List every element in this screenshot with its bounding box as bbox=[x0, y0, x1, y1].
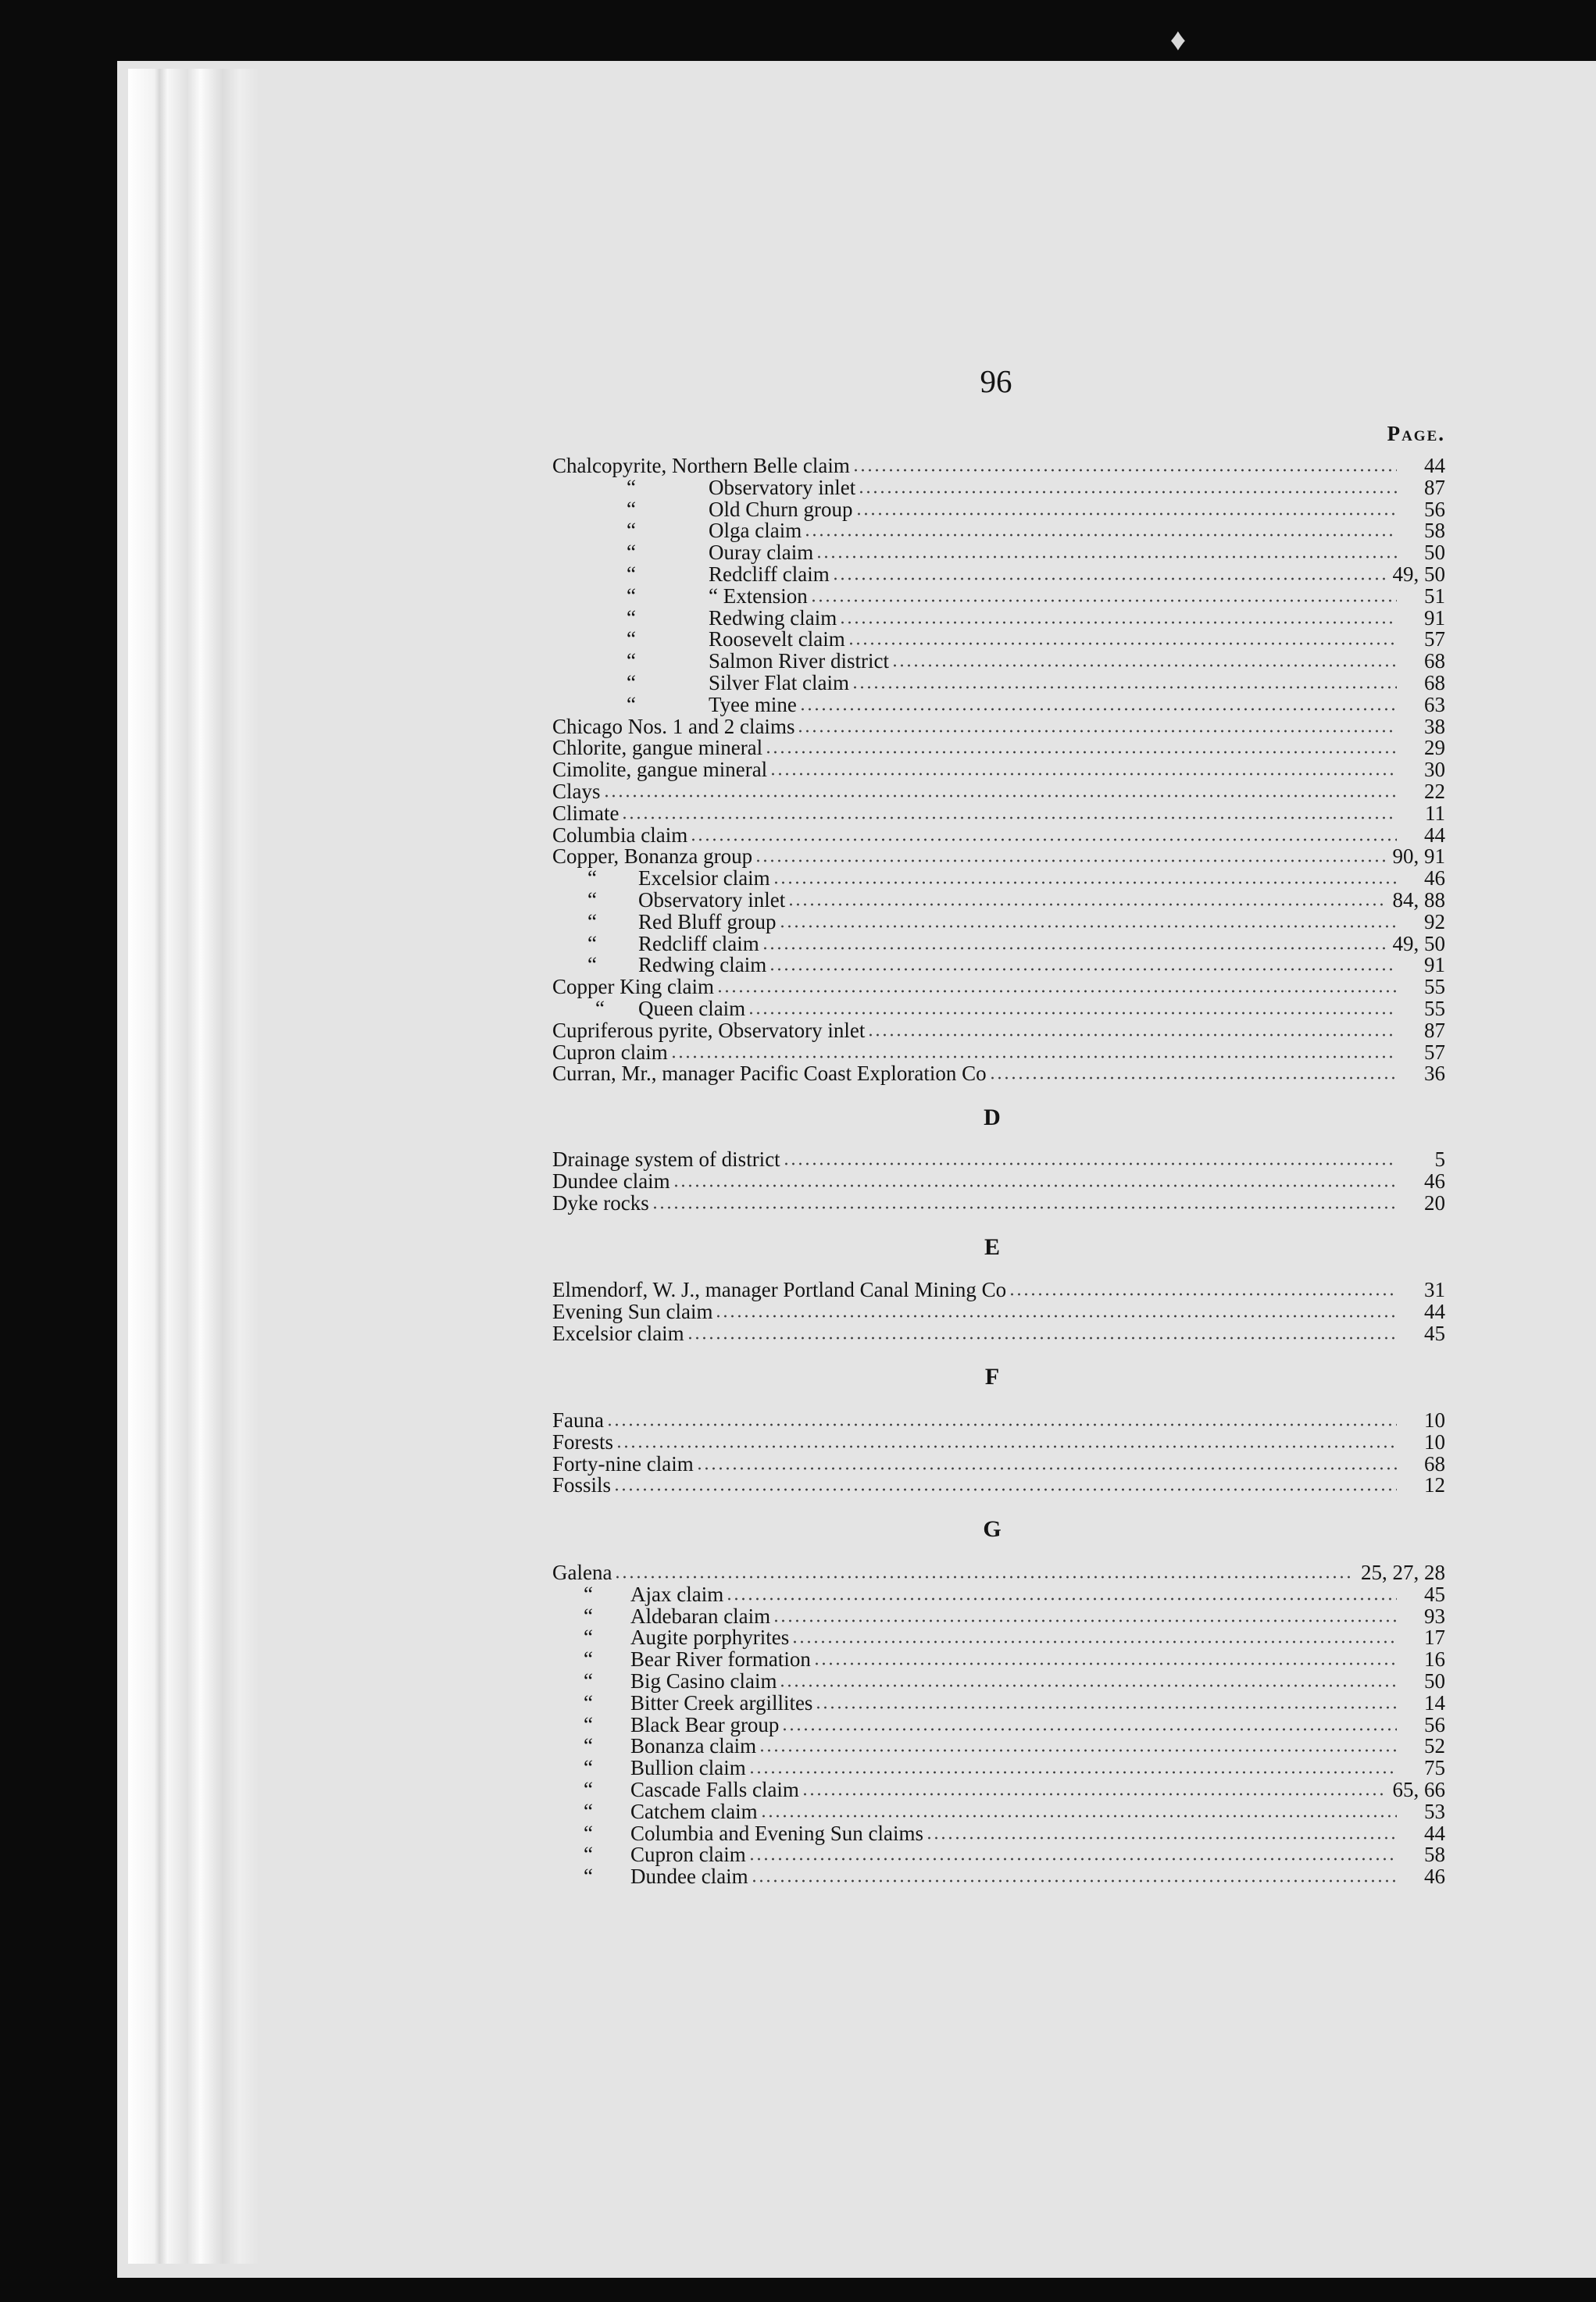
dot-leader bbox=[848, 642, 1397, 645]
entry-pages: 36 bbox=[1424, 1062, 1445, 1086]
entry-pages: 50 bbox=[1424, 541, 1445, 565]
index-entry bbox=[552, 1453, 1445, 1475]
entry-text: Chlorite, gangue mineral bbox=[552, 736, 763, 760]
entry-pages: 12 bbox=[1424, 1473, 1445, 1497]
entry-pages: 49, 50 bbox=[1392, 562, 1445, 586]
entry-pages: 87 bbox=[1424, 475, 1445, 499]
entry-pages: 5 bbox=[1434, 1147, 1445, 1171]
entry-text: Cupriferous pyrite, Observatory inlet bbox=[552, 1018, 866, 1042]
entry-text: Ouray claim bbox=[709, 541, 814, 565]
entry-pages: 44 bbox=[1424, 1299, 1445, 1323]
index-entry bbox=[552, 1170, 1445, 1192]
ditto-mark: “ bbox=[584, 1604, 593, 1628]
index-entry bbox=[552, 1409, 1445, 1431]
entry-text: Redwing claim bbox=[709, 605, 837, 630]
entry-text: Cupron claim bbox=[552, 1040, 668, 1064]
entry-text: Red Bluff group bbox=[638, 909, 777, 933]
ditto-mark: “ bbox=[584, 1799, 593, 1823]
ditto-mark: “ bbox=[627, 519, 636, 543]
ditto-mark: “ bbox=[627, 671, 636, 694]
ditto-mark: “ bbox=[584, 1669, 593, 1693]
entry-pages: 46 bbox=[1424, 1865, 1445, 1889]
entry-text: “ Extension bbox=[709, 584, 808, 608]
dot-leader bbox=[606, 1423, 1397, 1426]
index-entry bbox=[552, 1431, 1445, 1453]
ditto-mark: “ bbox=[584, 1582, 593, 1606]
index-entry bbox=[552, 1322, 1445, 1344]
entry-text: Salmon River district bbox=[709, 649, 889, 673]
index-entry bbox=[552, 1561, 1445, 1583]
index-entry bbox=[552, 1670, 1445, 1692]
index-entry bbox=[552, 1192, 1445, 1214]
index-entry bbox=[552, 1801, 1445, 1822]
section-letter: D bbox=[984, 1105, 1001, 1130]
ditto-mark: “ bbox=[627, 562, 636, 586]
dot-leader bbox=[755, 859, 1386, 862]
entry-pages: 22 bbox=[1424, 780, 1445, 803]
scanner-mark-icon: ♦ bbox=[1169, 22, 1187, 57]
entry-text: Aldebaran claim bbox=[630, 1604, 771, 1628]
index-entry bbox=[552, 476, 1445, 498]
index-entry bbox=[552, 976, 1445, 998]
dot-leader bbox=[670, 1055, 1397, 1058]
dot-leader bbox=[748, 1012, 1397, 1015]
index-entry bbox=[552, 1148, 1445, 1170]
dot-leader bbox=[858, 491, 1397, 494]
entry-pages: 84, 88 bbox=[1392, 888, 1445, 912]
dot-leader bbox=[867, 1033, 1397, 1037]
entry-pages: 65, 66 bbox=[1392, 1778, 1445, 1801]
entry-text: Bitter Creek argillites bbox=[630, 1690, 813, 1715]
entry-text: Columbia and Evening Sun claims bbox=[630, 1821, 923, 1845]
section-letter: E bbox=[984, 1234, 1000, 1260]
dot-leader bbox=[715, 1315, 1397, 1318]
page-edges bbox=[128, 69, 259, 2264]
index-entry bbox=[552, 694, 1445, 716]
entry-pages: 44 bbox=[1424, 823, 1445, 847]
index-entry bbox=[552, 1019, 1445, 1041]
entry-text: Tyee mine bbox=[709, 692, 797, 716]
entry-pages: 68 bbox=[1424, 1451, 1445, 1476]
ditto-mark: “ bbox=[584, 1821, 593, 1845]
index-entry bbox=[552, 541, 1445, 563]
index-entry bbox=[552, 498, 1445, 520]
entry-pages: 44 bbox=[1424, 1821, 1445, 1845]
entry-pages: 45 bbox=[1424, 1321, 1445, 1345]
entry-text: Excelsior claim bbox=[638, 866, 770, 890]
dot-leader bbox=[797, 730, 1397, 733]
entry-text: Cimolite, gangue mineral bbox=[552, 758, 768, 782]
entry-text: Queen claim bbox=[638, 997, 746, 1020]
entry-text: Bonanza claim bbox=[630, 1734, 757, 1758]
ditto-mark: “ bbox=[584, 1865, 593, 1889]
entry-text: Galena bbox=[552, 1561, 612, 1584]
ditto-mark: “ bbox=[627, 627, 636, 651]
dot-leader bbox=[726, 1597, 1397, 1601]
index-entry bbox=[552, 672, 1445, 694]
entry-pages: 90, 91 bbox=[1392, 844, 1445, 869]
section-letter: F bbox=[984, 1364, 1000, 1390]
entry-text: Old Churn group bbox=[709, 497, 853, 521]
entry-pages: 57 bbox=[1424, 1040, 1445, 1064]
ditto-mark: “ bbox=[587, 953, 597, 977]
entry-text: Fauna bbox=[552, 1408, 604, 1432]
entry-text: Chalcopyrite, Northern Belle claim bbox=[552, 454, 850, 477]
index-entry bbox=[552, 455, 1445, 476]
dot-leader bbox=[762, 947, 1387, 950]
entry-text: Olga claim bbox=[709, 519, 802, 543]
dot-leader bbox=[815, 1706, 1397, 1709]
entry-pages: 91 bbox=[1424, 605, 1445, 630]
entry-text: Observatory inlet bbox=[638, 888, 786, 912]
index-entry bbox=[552, 628, 1445, 650]
dot-leader bbox=[690, 838, 1397, 841]
section-letter: G bbox=[983, 1516, 1002, 1542]
index-entry bbox=[552, 867, 1445, 889]
entry-text: Evening Sun claim bbox=[552, 1299, 713, 1323]
entry-pages: 31 bbox=[1424, 1278, 1445, 1301]
entry-pages: 46 bbox=[1424, 866, 1445, 890]
entry-pages: 93 bbox=[1424, 1604, 1445, 1628]
entry-text: Augite porphyrites bbox=[630, 1626, 790, 1650]
entry-pages: 17 bbox=[1424, 1626, 1445, 1650]
ditto-mark: “ bbox=[584, 1690, 593, 1715]
dot-leader bbox=[791, 1640, 1397, 1644]
index-entry bbox=[552, 845, 1445, 867]
entry-pages: 56 bbox=[1424, 497, 1445, 521]
dot-leader bbox=[804, 534, 1397, 537]
dot-leader bbox=[989, 1076, 1397, 1080]
index-entry bbox=[552, 1714, 1445, 1736]
ditto-mark: “ bbox=[584, 1626, 593, 1650]
index-entry bbox=[552, 650, 1445, 672]
ditto-mark: “ bbox=[627, 692, 636, 716]
entry-pages: 87 bbox=[1424, 1018, 1445, 1042]
dot-leader bbox=[751, 1879, 1397, 1883]
entry-pages: 10 bbox=[1424, 1429, 1445, 1454]
ditto-mark: “ bbox=[584, 1647, 593, 1672]
entry-pages: 45 bbox=[1424, 1582, 1445, 1606]
index-entry bbox=[552, 1648, 1445, 1670]
dot-leader bbox=[614, 1576, 1355, 1579]
entry-pages: 50 bbox=[1424, 1669, 1445, 1693]
dot-leader bbox=[760, 1815, 1397, 1818]
entry-pages: 55 bbox=[1424, 975, 1445, 999]
entry-text: Dundee claim bbox=[552, 1169, 670, 1193]
dot-leader bbox=[813, 1662, 1397, 1665]
entry-text: Big Casino claim bbox=[630, 1669, 777, 1693]
dot-leader bbox=[855, 512, 1398, 516]
entry-pages: 56 bbox=[1424, 1712, 1445, 1736]
index-entry bbox=[552, 607, 1445, 629]
entry-text: Chicago Nos. 1 and 2 claims bbox=[552, 714, 795, 738]
index-entry bbox=[552, 1626, 1445, 1648]
ditto-mark: “ bbox=[584, 1778, 593, 1801]
entry-pages: 44 bbox=[1424, 454, 1445, 477]
index-entry bbox=[552, 889, 1445, 911]
entry-text: Clays bbox=[552, 780, 601, 803]
entry-text: Catchem claim bbox=[630, 1799, 758, 1823]
entry-pages: 53 bbox=[1424, 1799, 1445, 1823]
dot-leader bbox=[787, 903, 1386, 906]
entry-pages: 38 bbox=[1424, 714, 1445, 738]
index-entry bbox=[552, 1041, 1445, 1063]
index-entry bbox=[552, 954, 1445, 976]
dot-leader bbox=[832, 577, 1387, 580]
dot-leader bbox=[603, 794, 1397, 798]
entry-pages: 58 bbox=[1424, 1843, 1445, 1867]
entry-text: Redwing claim bbox=[638, 953, 767, 977]
page-number: 96 bbox=[980, 363, 1012, 399]
dot-leader bbox=[816, 555, 1397, 559]
entry-pages: 75 bbox=[1424, 1756, 1445, 1780]
index-entry bbox=[552, 563, 1445, 585]
index-entry bbox=[552, 1301, 1445, 1322]
entry-pages: 68 bbox=[1424, 649, 1445, 673]
ditto-mark: “ bbox=[587, 866, 597, 890]
index-entry bbox=[552, 1757, 1445, 1779]
dot-leader bbox=[799, 708, 1397, 711]
index-entry bbox=[552, 1583, 1445, 1605]
index-entry bbox=[552, 1279, 1445, 1301]
entry-pages: 11 bbox=[1425, 801, 1445, 825]
dot-leader bbox=[891, 664, 1397, 667]
entry-text: Roosevelt claim bbox=[709, 627, 845, 651]
dot-leader bbox=[926, 1836, 1397, 1840]
entry-text: Bullion claim bbox=[630, 1756, 746, 1780]
index-entry bbox=[552, 911, 1445, 933]
dot-leader bbox=[773, 881, 1397, 884]
entry-pages: 20 bbox=[1424, 1190, 1445, 1215]
entry-pages: 55 bbox=[1424, 997, 1445, 1020]
dot-leader bbox=[748, 1771, 1397, 1774]
index-entry bbox=[552, 1474, 1445, 1496]
index-entry bbox=[552, 802, 1445, 824]
entry-text: Elmendorf, W. J., manager Portland Canal Mining Co bbox=[552, 1278, 1007, 1301]
entry-pages: 51 bbox=[1424, 584, 1445, 608]
ditto-mark: “ bbox=[587, 931, 597, 955]
ditto-mark: “ bbox=[627, 584, 636, 608]
dot-leader bbox=[759, 1749, 1397, 1752]
entry-pages: 91 bbox=[1424, 953, 1445, 977]
dot-leader bbox=[839, 621, 1397, 624]
dot-leader bbox=[652, 1206, 1397, 1209]
dot-leader bbox=[779, 925, 1398, 928]
page-column-heading: Page. bbox=[1387, 422, 1445, 445]
ditto-mark: “ bbox=[595, 997, 605, 1020]
dot-leader bbox=[716, 990, 1397, 993]
ditto-mark: “ bbox=[627, 649, 636, 673]
entry-pages: 10 bbox=[1424, 1408, 1445, 1432]
ditto-mark: “ bbox=[587, 909, 597, 933]
index-entry bbox=[552, 824, 1445, 846]
index-entry bbox=[552, 1605, 1445, 1627]
entry-text: Climate bbox=[552, 801, 619, 825]
dot-leader bbox=[765, 751, 1397, 754]
entry-text: Excelsior claim bbox=[552, 1321, 684, 1345]
index-entry bbox=[552, 1692, 1445, 1714]
dot-leader bbox=[810, 599, 1397, 602]
index-entry bbox=[552, 1843, 1445, 1865]
entry-text: Fossils bbox=[552, 1473, 612, 1497]
dot-leader bbox=[696, 1467, 1397, 1470]
index-entry bbox=[552, 519, 1445, 541]
entry-pages: 46 bbox=[1424, 1169, 1445, 1193]
ditto-mark: “ bbox=[584, 1756, 593, 1780]
dot-leader bbox=[802, 1793, 1387, 1796]
index-entry bbox=[552, 1735, 1445, 1757]
entry-text: Bear River formation bbox=[630, 1647, 811, 1672]
entry-pages: 25, 27, 28 bbox=[1361, 1561, 1445, 1584]
ditto-mark: “ bbox=[627, 475, 636, 499]
ditto-mark: “ bbox=[627, 497, 636, 521]
ditto-mark: “ bbox=[627, 605, 636, 630]
entry-text: Cascade Falls claim bbox=[630, 1778, 799, 1801]
entry-text: Curran, Mr., manager Pacific Coast Exploration Co bbox=[552, 1062, 987, 1086]
entry-pages: 92 bbox=[1424, 909, 1445, 933]
dot-leader bbox=[748, 1858, 1397, 1861]
entry-pages: 14 bbox=[1424, 1690, 1445, 1715]
entry-text: Redcliff claim bbox=[709, 562, 830, 586]
dot-leader bbox=[621, 816, 1397, 819]
index-entry bbox=[552, 1062, 1445, 1084]
index-entry bbox=[552, 1865, 1445, 1887]
ditto-mark: “ bbox=[587, 888, 597, 912]
index-entry bbox=[552, 780, 1445, 802]
entry-text: Drainage system of district bbox=[552, 1147, 780, 1171]
ditto-mark: “ bbox=[627, 541, 636, 565]
entry-text: Forty-nine claim bbox=[552, 1451, 694, 1476]
entry-text: Observatory inlet bbox=[709, 475, 856, 499]
dot-leader bbox=[779, 1684, 1397, 1687]
dot-leader bbox=[783, 1162, 1397, 1165]
ditto-mark: “ bbox=[584, 1843, 593, 1867]
entry-pages: 63 bbox=[1424, 692, 1445, 716]
entry-text: Cupron claim bbox=[630, 1843, 746, 1867]
index-entry bbox=[552, 737, 1445, 758]
entry-pages: 68 bbox=[1424, 671, 1445, 694]
ditto-mark: “ bbox=[584, 1734, 593, 1758]
entry-text: Redcliff claim bbox=[638, 931, 759, 955]
entry-text: Ajax claim bbox=[630, 1582, 724, 1606]
index-entry bbox=[552, 933, 1445, 955]
dot-leader bbox=[852, 469, 1397, 472]
entry-pages: 58 bbox=[1424, 519, 1445, 543]
entry-text: Dundee claim bbox=[630, 1865, 748, 1889]
index-entry bbox=[552, 758, 1445, 780]
index-entry bbox=[552, 1779, 1445, 1801]
entry-pages: 16 bbox=[1424, 1647, 1445, 1672]
dot-leader bbox=[781, 1728, 1397, 1731]
dot-leader bbox=[613, 1488, 1397, 1491]
dot-leader bbox=[769, 773, 1397, 776]
dot-leader bbox=[1009, 1293, 1397, 1296]
dot-leader bbox=[773, 1619, 1397, 1622]
index-entry bbox=[552, 998, 1445, 1019]
entry-text: Forests bbox=[552, 1429, 614, 1454]
entry-text: Columbia claim bbox=[552, 823, 688, 847]
dot-leader bbox=[687, 1337, 1397, 1340]
entry-text: Black Bear group bbox=[630, 1712, 780, 1736]
index-entry bbox=[552, 716, 1445, 737]
entry-text: Dyke rocks bbox=[552, 1190, 649, 1215]
ditto-mark: “ bbox=[584, 1712, 593, 1736]
entry-pages: 52 bbox=[1424, 1734, 1445, 1758]
entry-pages: 49, 50 bbox=[1392, 931, 1445, 955]
entry-text: Copper, Bonanza group bbox=[552, 844, 753, 869]
entry-text: Silver Flat claim bbox=[709, 671, 849, 694]
entry-pages: 30 bbox=[1424, 758, 1445, 782]
dot-leader bbox=[673, 1184, 1397, 1187]
index-entry bbox=[552, 585, 1445, 607]
dot-leader bbox=[852, 686, 1397, 689]
entry-pages: 29 bbox=[1424, 736, 1445, 760]
index-entry bbox=[552, 1822, 1445, 1844]
dot-leader bbox=[769, 968, 1397, 971]
dot-leader bbox=[616, 1445, 1397, 1448]
entry-text: Copper King claim bbox=[552, 975, 714, 999]
entry-pages: 57 bbox=[1424, 627, 1445, 651]
